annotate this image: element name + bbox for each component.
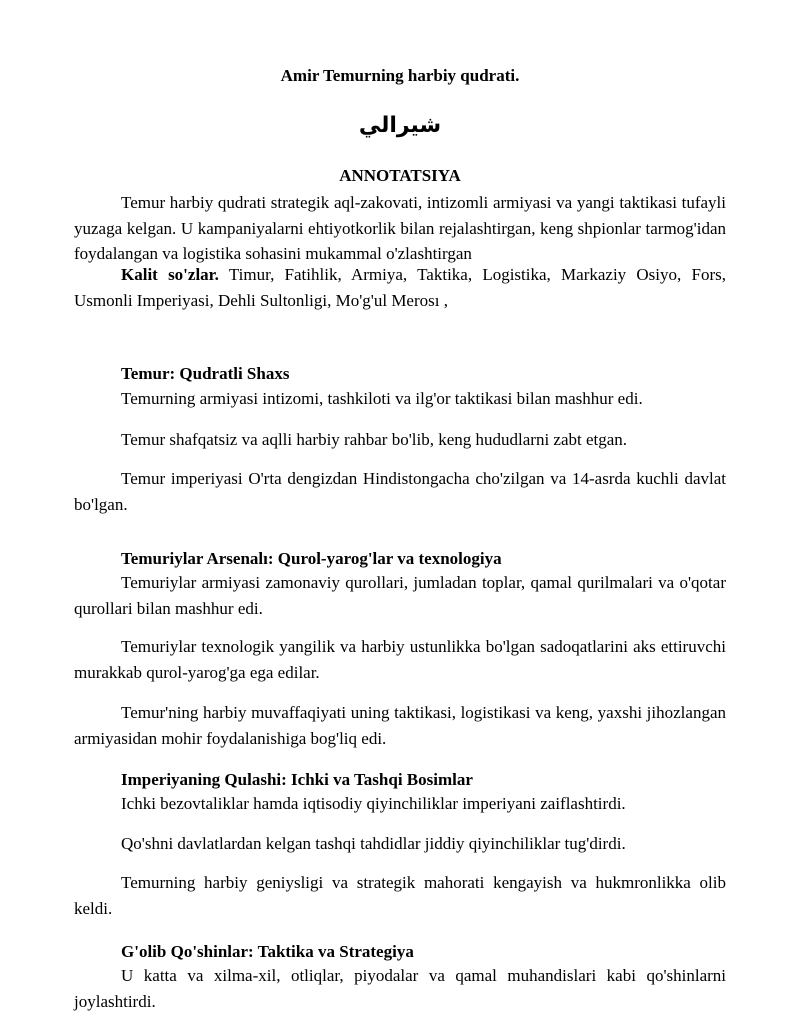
keywords-paragraph — [74, 262, 726, 313]
section-paragraph: Temur shafqatsiz va aqlli harbiy rahbar bo'lib, keng hududlarni zabt etgan. — [121, 430, 628, 449]
keywords-label: Kalit so'zlar. — [121, 265, 219, 284]
section-paragraph: Ichki bezovtaliklar hamda iqtisodiy qiyinchiliklar imperiyani zaiflashtirdi. — [121, 794, 626, 813]
section-paragraph: Qo'shni davlatlardan kelgan tashqi tahdidlar jiddiy qiyinchiliklar tug'dirdi. — [121, 834, 626, 853]
section-paragraph: Temuriylar armiyasi zamonaviy qurollari, jumladan toplar, qamal qurilmalari va o'qotar qurollari bilan mashhur edi. — [74, 573, 726, 618]
section-paragraph: Temur'ning harbiy muvaffaqiyati uning taktikasi, logistikasi va keng, yaxshi jihozlangan armiyasidan mohir foydalanishiga bog'liq edi. — [74, 703, 726, 748]
section-paragraph: Temuriylar texnologik yangilik va harbiy ustunlikka bo'lgan sadoqatlarini aks ettiruvchi murakkab qurol-yarog'ga ega edilar. — [74, 637, 726, 682]
annotation-text: Temur harbiy qudrati strategik aql-zakovati, intizomli armiyasi va yangi taktikasi tufayli yuzaga kelgan. U kampaniyalarni ehtiyotkorlik bilan rejalashtirgan, keng shpionlar tarmog'idan foydalangan va logistika sohasini mukammal o'zlashtirgan — [74, 193, 726, 263]
section-heading: Temur: Qudratli Shaxs — [121, 364, 290, 383]
section-heading: Imperiyaning Qulashi: Ichki va Tashqi Bosimlar — [121, 770, 473, 789]
document-title: Amir Temurning harbiy qudrati. — [280, 66, 520, 85]
section-paragraph: U katta va xilma-xil, otliqlar, piyodalar va qamal muhandislari kabi qo'shinlarni joylashtirdi. — [74, 966, 726, 1011]
annotation-heading: ANNOTATSIYA — [339, 166, 461, 185]
section-paragraph: Temur imperiyasi O'rta dengizdan Hindistongacha cho'zilgan va 14-asrda kuchli davlat bo'lgan. — [74, 469, 726, 514]
section-heading: Temuriylar Arsenalı: Qurol-yarog'lar va texnologiya — [121, 549, 502, 568]
section-heading: G'olib Qo'shinlar: Taktika va Strategiya — [121, 942, 414, 961]
section-paragraph: Temurning armiyasi intizomi, tashkiloti va ilg'or taktikasi bilan mashhur edi. — [121, 389, 643, 408]
section-paragraph: Temurning harbiy geniysligi va strategik mahorati kengayish va hukmronlikka olib keldi. — [74, 873, 726, 918]
keywords-text: Timur, Fatihlik, Armiya, Taktika, Logistika, Markaziy Osiyo, Fors, Usmonli Imperiyasi, Dehli Sultonligi, Mo'g'ul Merosı , — [74, 265, 726, 310]
author-name: شيرالي — [358, 113, 442, 138]
